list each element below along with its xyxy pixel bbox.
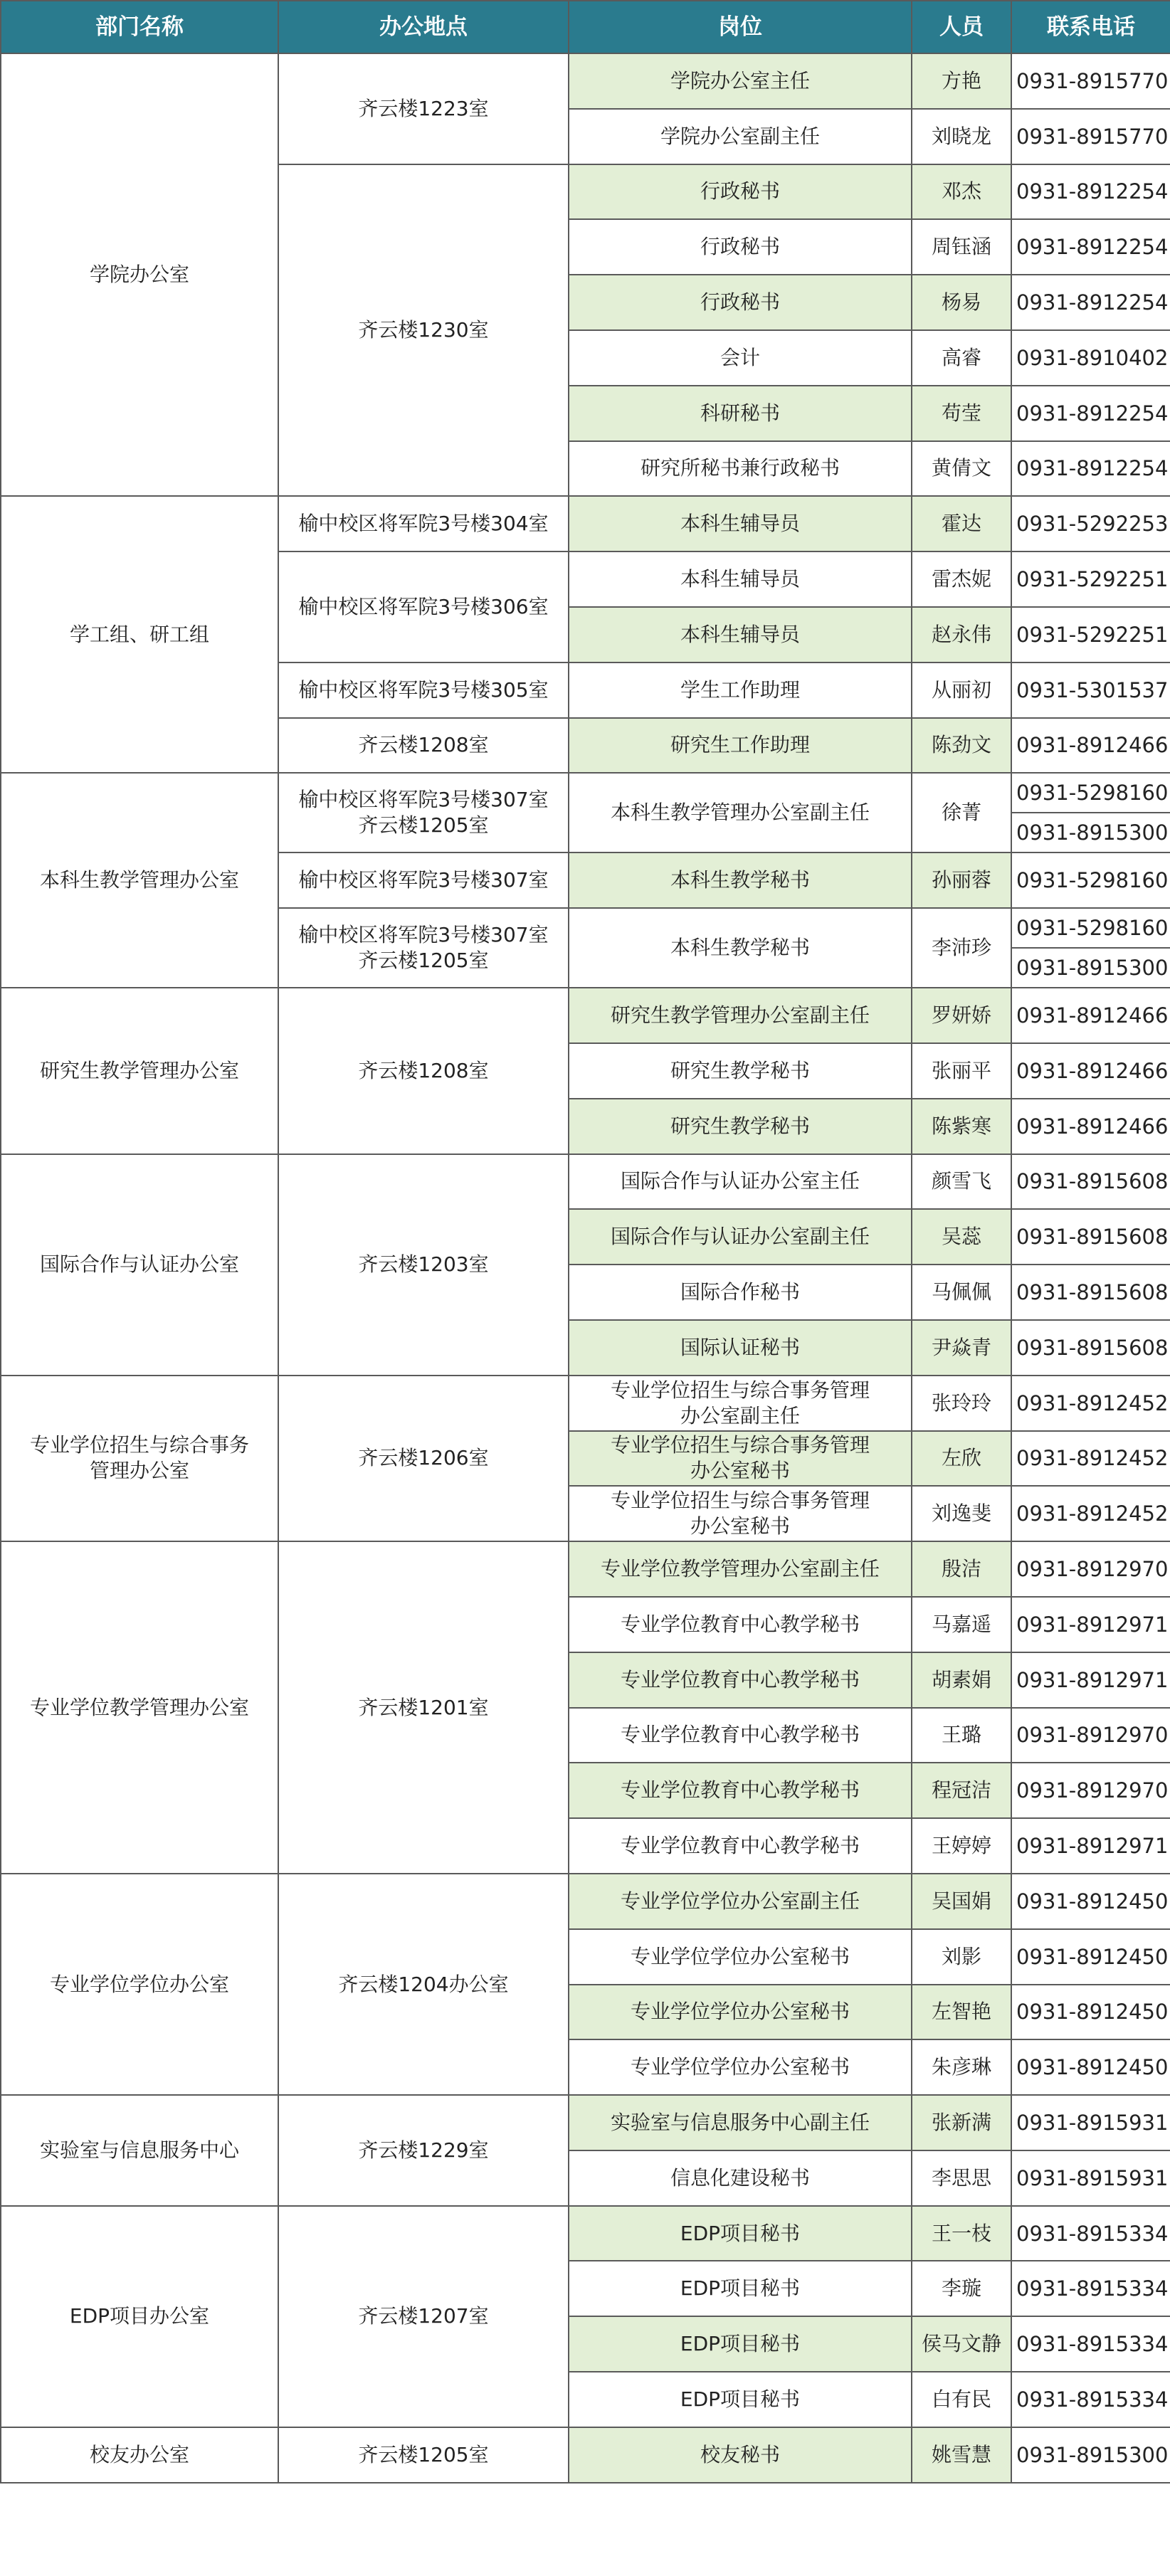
table-row xyxy=(1,988,1170,1043)
department-cell: 学院办公室 xyxy=(1,53,278,496)
position-cell: 专业学位招生与综合事务管理 办公室秘书 xyxy=(569,1486,912,1541)
position-cell: 专业学位教育中心教学秘书 xyxy=(569,1708,912,1763)
position-cell: 国际合作秘书 xyxy=(569,1265,912,1320)
position-cell: EDP项目秘书 xyxy=(569,2316,912,2372)
person-cell: 李思思 xyxy=(912,2150,1011,2206)
location-cell: 榆中校区将军院3号楼306室 xyxy=(278,551,569,663)
person-cell: 黄倩文 xyxy=(912,441,1011,497)
person-cell: 张新满 xyxy=(912,2095,1011,2150)
position-cell: 研究生工作助理 xyxy=(569,718,912,774)
phone-cell: 0931-8915770 xyxy=(1011,109,1170,164)
location-cell: 齐云楼1230室 xyxy=(278,164,569,497)
position-cell: 本科生辅导员 xyxy=(569,551,912,607)
position-cell: 学生工作助理 xyxy=(569,663,912,718)
person-cell: 白有民 xyxy=(912,2372,1011,2427)
person-cell: 杨易 xyxy=(912,275,1011,330)
header-department: 部门名称 xyxy=(1,1,278,53)
location-cell: 齐云楼1203室 xyxy=(278,1154,569,1376)
position-cell: 专业学位学位办公室副主任 xyxy=(569,1874,912,1929)
phone-cell: 0931-8915931 xyxy=(1011,2150,1170,2206)
position-cell: 国际认证秘书 xyxy=(569,1320,912,1376)
location-cell: 齐云楼1207室 xyxy=(278,2206,569,2427)
phone-cell: 0931-8912970 xyxy=(1011,1541,1170,1597)
position-cell: 行政秘书 xyxy=(569,164,912,220)
phone-cell-secondary: 0931-8915300 xyxy=(1011,948,1170,988)
table-row xyxy=(1,2427,1170,2483)
phone-cell: 0931-8915300 xyxy=(1011,2427,1170,2483)
person-cell: 马佩佩 xyxy=(912,1265,1011,1320)
location-cell: 榆中校区将军院3号楼307室 齐云楼1205室 xyxy=(278,773,569,852)
phone-cell: 0931-8910402 xyxy=(1011,330,1170,386)
position-cell: EDP项目秘书 xyxy=(569,2206,912,2261)
position-cell: 本科生教学管理办公室副主任 xyxy=(569,773,912,852)
position-cell: 学院办公室主任 xyxy=(569,53,912,109)
phone-cell: 0931-8915608 xyxy=(1011,1209,1170,1265)
position-cell: 信息化建设秘书 xyxy=(569,2150,912,2206)
location-cell: 齐云楼1229室 xyxy=(278,2095,569,2206)
person-cell: 方艳 xyxy=(912,53,1011,109)
location-cell: 齐云楼1205室 xyxy=(278,2427,569,2483)
location-cell: 齐云楼1201室 xyxy=(278,1541,569,1874)
table-row xyxy=(1,496,1170,551)
header-row xyxy=(1,1,1170,53)
position-cell: 研究所秘书兼行政秘书 xyxy=(569,441,912,497)
phone-cell: 0931-8912254 xyxy=(1011,441,1170,497)
phone-cell: 0931-5292253 xyxy=(1011,496,1170,551)
phone-cell: 0931-8912254 xyxy=(1011,164,1170,220)
location-cell: 齐云楼1204办公室 xyxy=(278,1874,569,2095)
location-cell: 榆中校区将军院3号楼307室 xyxy=(278,852,569,908)
person-cell: 罗妍娇 xyxy=(912,988,1011,1043)
position-cell: 研究生教学管理办公室副主任 xyxy=(569,988,912,1043)
person-cell: 胡素娟 xyxy=(912,1652,1011,1708)
position-cell: 会计 xyxy=(569,330,912,386)
person-cell: 张丽平 xyxy=(912,1043,1011,1099)
phone-cell: 0931-8912970 xyxy=(1011,1763,1170,1818)
position-cell: 本科生辅导员 xyxy=(569,496,912,551)
person-cell: 王璐 xyxy=(912,1708,1011,1763)
position-cell: 实验室与信息服务中心副主任 xyxy=(569,2095,912,2150)
phone-cell: 0931-8915334 xyxy=(1011,2261,1170,2316)
phone-cell: 0931-8915931 xyxy=(1011,2095,1170,2150)
department-cell: 专业学位学位办公室 xyxy=(1,1874,278,2095)
phone-cell: 0931-8912466 xyxy=(1011,1099,1170,1154)
person-cell: 赵永伟 xyxy=(912,607,1011,663)
person-cell: 徐菁 xyxy=(912,773,1011,852)
phone-cell: 0931-8912452 xyxy=(1011,1486,1170,1541)
table-row xyxy=(1,1541,1170,1597)
phone-cell: 0931-8912971 xyxy=(1011,1652,1170,1708)
phone-cell: 0931-8915770 xyxy=(1011,53,1170,109)
position-cell: 专业学位学位办公室秘书 xyxy=(569,1985,912,2040)
phone-cell: 0931-8912466 xyxy=(1011,1043,1170,1099)
person-cell: 周钰涵 xyxy=(912,219,1011,275)
person-cell: 吴国娟 xyxy=(912,1874,1011,1929)
person-cell: 吴蕊 xyxy=(912,1209,1011,1265)
position-cell: 专业学位学位办公室秘书 xyxy=(569,1929,912,1985)
table-row xyxy=(1,53,1170,109)
phone-cell: 0931-5292251 xyxy=(1011,607,1170,663)
phone-cell: 0931-8912971 xyxy=(1011,1818,1170,1874)
phone-cell: 0931-5292251 xyxy=(1011,551,1170,607)
phone-cell: 0931-8912970 xyxy=(1011,1708,1170,1763)
person-cell: 苟莹 xyxy=(912,386,1011,441)
phone-cell: 0931-8912450 xyxy=(1011,2039,1170,2095)
position-cell: 研究生教学秘书 xyxy=(569,1099,912,1154)
person-cell: 王一枝 xyxy=(912,2206,1011,2261)
location-cell: 齐云楼1208室 xyxy=(278,718,569,774)
position-cell: EDP项目秘书 xyxy=(569,2372,912,2427)
person-cell: 李璇 xyxy=(912,2261,1011,2316)
phone-cell: 0931-8915334 xyxy=(1011,2316,1170,2372)
person-cell: 刘逸斐 xyxy=(912,1486,1011,1541)
phone-cell: 0931-8912466 xyxy=(1011,988,1170,1043)
phone-cell: 0931-8912450 xyxy=(1011,1874,1170,1929)
table-row xyxy=(1,2095,1170,2150)
person-cell: 从丽初 xyxy=(912,663,1011,718)
phone-cell: 0931-5298160 xyxy=(1011,852,1170,908)
person-cell: 殷洁 xyxy=(912,1541,1011,1597)
position-cell: 专业学位教学管理办公室副主任 xyxy=(569,1541,912,1597)
phone-cell: 0931-8912254 xyxy=(1011,275,1170,330)
department-cell: 研究生教学管理办公室 xyxy=(1,988,278,1154)
department-cell: 专业学位教学管理办公室 xyxy=(1,1541,278,1874)
department-cell: 专业学位招生与综合事务 管理办公室 xyxy=(1,1376,278,1541)
phone-cell: 0931-8912971 xyxy=(1011,1597,1170,1652)
header-phone: 联系电话 xyxy=(1011,1,1170,53)
position-cell: 本科生辅导员 xyxy=(569,607,912,663)
phone-cell: 0931-8912450 xyxy=(1011,1929,1170,1985)
table-row xyxy=(1,1154,1170,1210)
location-cell: 齐云楼1206室 xyxy=(278,1376,569,1541)
position-cell: EDP项目秘书 xyxy=(569,2261,912,2316)
location-cell: 榆中校区将军院3号楼304室 xyxy=(278,496,569,551)
phone-cell: 0931-8915608 xyxy=(1011,1265,1170,1320)
person-cell: 朱彦琳 xyxy=(912,2039,1011,2095)
phone-cell: 0931-8912452 xyxy=(1011,1431,1170,1487)
person-cell: 陈紫寒 xyxy=(912,1099,1011,1154)
header-position: 岗位 xyxy=(569,1,912,53)
phone-cell: 0931-5301537 xyxy=(1011,663,1170,718)
person-cell: 颜雪飞 xyxy=(912,1154,1011,1210)
location-cell: 齐云楼1208室 xyxy=(278,988,569,1154)
person-cell: 姚雪慧 xyxy=(912,2427,1011,2483)
position-cell: 专业学位招生与综合事务管理 办公室副主任 xyxy=(569,1376,912,1431)
department-cell: 校友办公室 xyxy=(1,2427,278,2483)
phone-cell: 0931-8912466 xyxy=(1011,718,1170,774)
department-cell: 本科生教学管理办公室 xyxy=(1,773,278,988)
position-cell: 科研秘书 xyxy=(569,386,912,441)
person-cell: 王婷婷 xyxy=(912,1818,1011,1874)
person-cell: 雷杰妮 xyxy=(912,551,1011,607)
phone-cell: 0931-5298160 xyxy=(1011,908,1170,948)
person-cell: 陈劲文 xyxy=(912,718,1011,774)
position-cell: 国际合作与认证办公室主任 xyxy=(569,1154,912,1210)
position-cell: 专业学位教育中心教学秘书 xyxy=(569,1763,912,1818)
person-cell: 霍达 xyxy=(912,496,1011,551)
position-cell: 行政秘书 xyxy=(569,275,912,330)
person-cell: 刘影 xyxy=(912,1929,1011,1985)
department-cell: EDP项目办公室 xyxy=(1,2206,278,2427)
position-cell: 校友秘书 xyxy=(569,2427,912,2483)
header-location: 办公地点 xyxy=(278,1,569,53)
phone-cell: 0931-8915334 xyxy=(1011,2206,1170,2261)
phone-cell: 0931-8915334 xyxy=(1011,2372,1170,2427)
table-row xyxy=(1,773,1170,813)
person-cell: 孙丽蓉 xyxy=(912,852,1011,908)
position-cell: 研究生教学秘书 xyxy=(569,1043,912,1099)
department-cell: 实验室与信息服务中心 xyxy=(1,2095,278,2206)
position-cell: 学院办公室副主任 xyxy=(569,109,912,164)
position-cell: 专业学位教育中心教学秘书 xyxy=(569,1818,912,1874)
header-person: 人员 xyxy=(912,1,1011,53)
phone-cell: 0931-8912450 xyxy=(1011,1985,1170,2040)
table-row xyxy=(1,1874,1170,1929)
phone-cell: 0931-8915608 xyxy=(1011,1154,1170,1210)
person-cell: 程冠洁 xyxy=(912,1763,1011,1818)
person-cell: 高睿 xyxy=(912,330,1011,386)
phone-cell-secondary: 0931-8915300 xyxy=(1011,813,1170,852)
phone-cell: 0931-8915608 xyxy=(1011,1320,1170,1376)
department-cell: 学工组、研工组 xyxy=(1,496,278,773)
location-cell: 榆中校区将军院3号楼307室 齐云楼1205室 xyxy=(278,908,569,988)
table-row xyxy=(1,2206,1170,2261)
phone-cell: 0931-5298160 xyxy=(1011,773,1170,813)
position-cell: 行政秘书 xyxy=(569,219,912,275)
position-cell: 本科生教学秘书 xyxy=(569,908,912,988)
person-cell: 左欣 xyxy=(912,1431,1011,1487)
department-cell: 国际合作与认证办公室 xyxy=(1,1154,278,1376)
position-cell: 专业学位招生与综合事务管理 办公室秘书 xyxy=(569,1431,912,1487)
position-cell: 专业学位教育中心教学秘书 xyxy=(569,1652,912,1708)
position-cell: 专业学位学位办公室秘书 xyxy=(569,2039,912,2095)
table-row xyxy=(1,1376,1170,1431)
location-cell: 榆中校区将军院3号楼305室 xyxy=(278,663,569,718)
person-cell: 刘晓龙 xyxy=(912,109,1011,164)
phone-cell: 0931-8912452 xyxy=(1011,1376,1170,1431)
position-cell: 专业学位教育中心教学秘书 xyxy=(569,1597,912,1652)
position-cell: 国际合作与认证办公室副主任 xyxy=(569,1209,912,1265)
person-cell: 左智艳 xyxy=(912,1985,1011,2040)
position-cell: 本科生教学秘书 xyxy=(569,852,912,908)
person-cell: 侯马文静 xyxy=(912,2316,1011,2372)
phone-cell: 0931-8912254 xyxy=(1011,219,1170,275)
person-cell: 邓杰 xyxy=(912,164,1011,220)
phone-cell: 0931-8912254 xyxy=(1011,386,1170,441)
person-cell: 尹焱青 xyxy=(912,1320,1011,1376)
table-body xyxy=(1,53,1170,2483)
person-cell: 张玲玲 xyxy=(912,1376,1011,1431)
person-cell: 马嘉遥 xyxy=(912,1597,1011,1652)
person-cell: 李沛珍 xyxy=(912,908,1011,988)
location-cell: 齐云楼1223室 xyxy=(278,53,569,164)
